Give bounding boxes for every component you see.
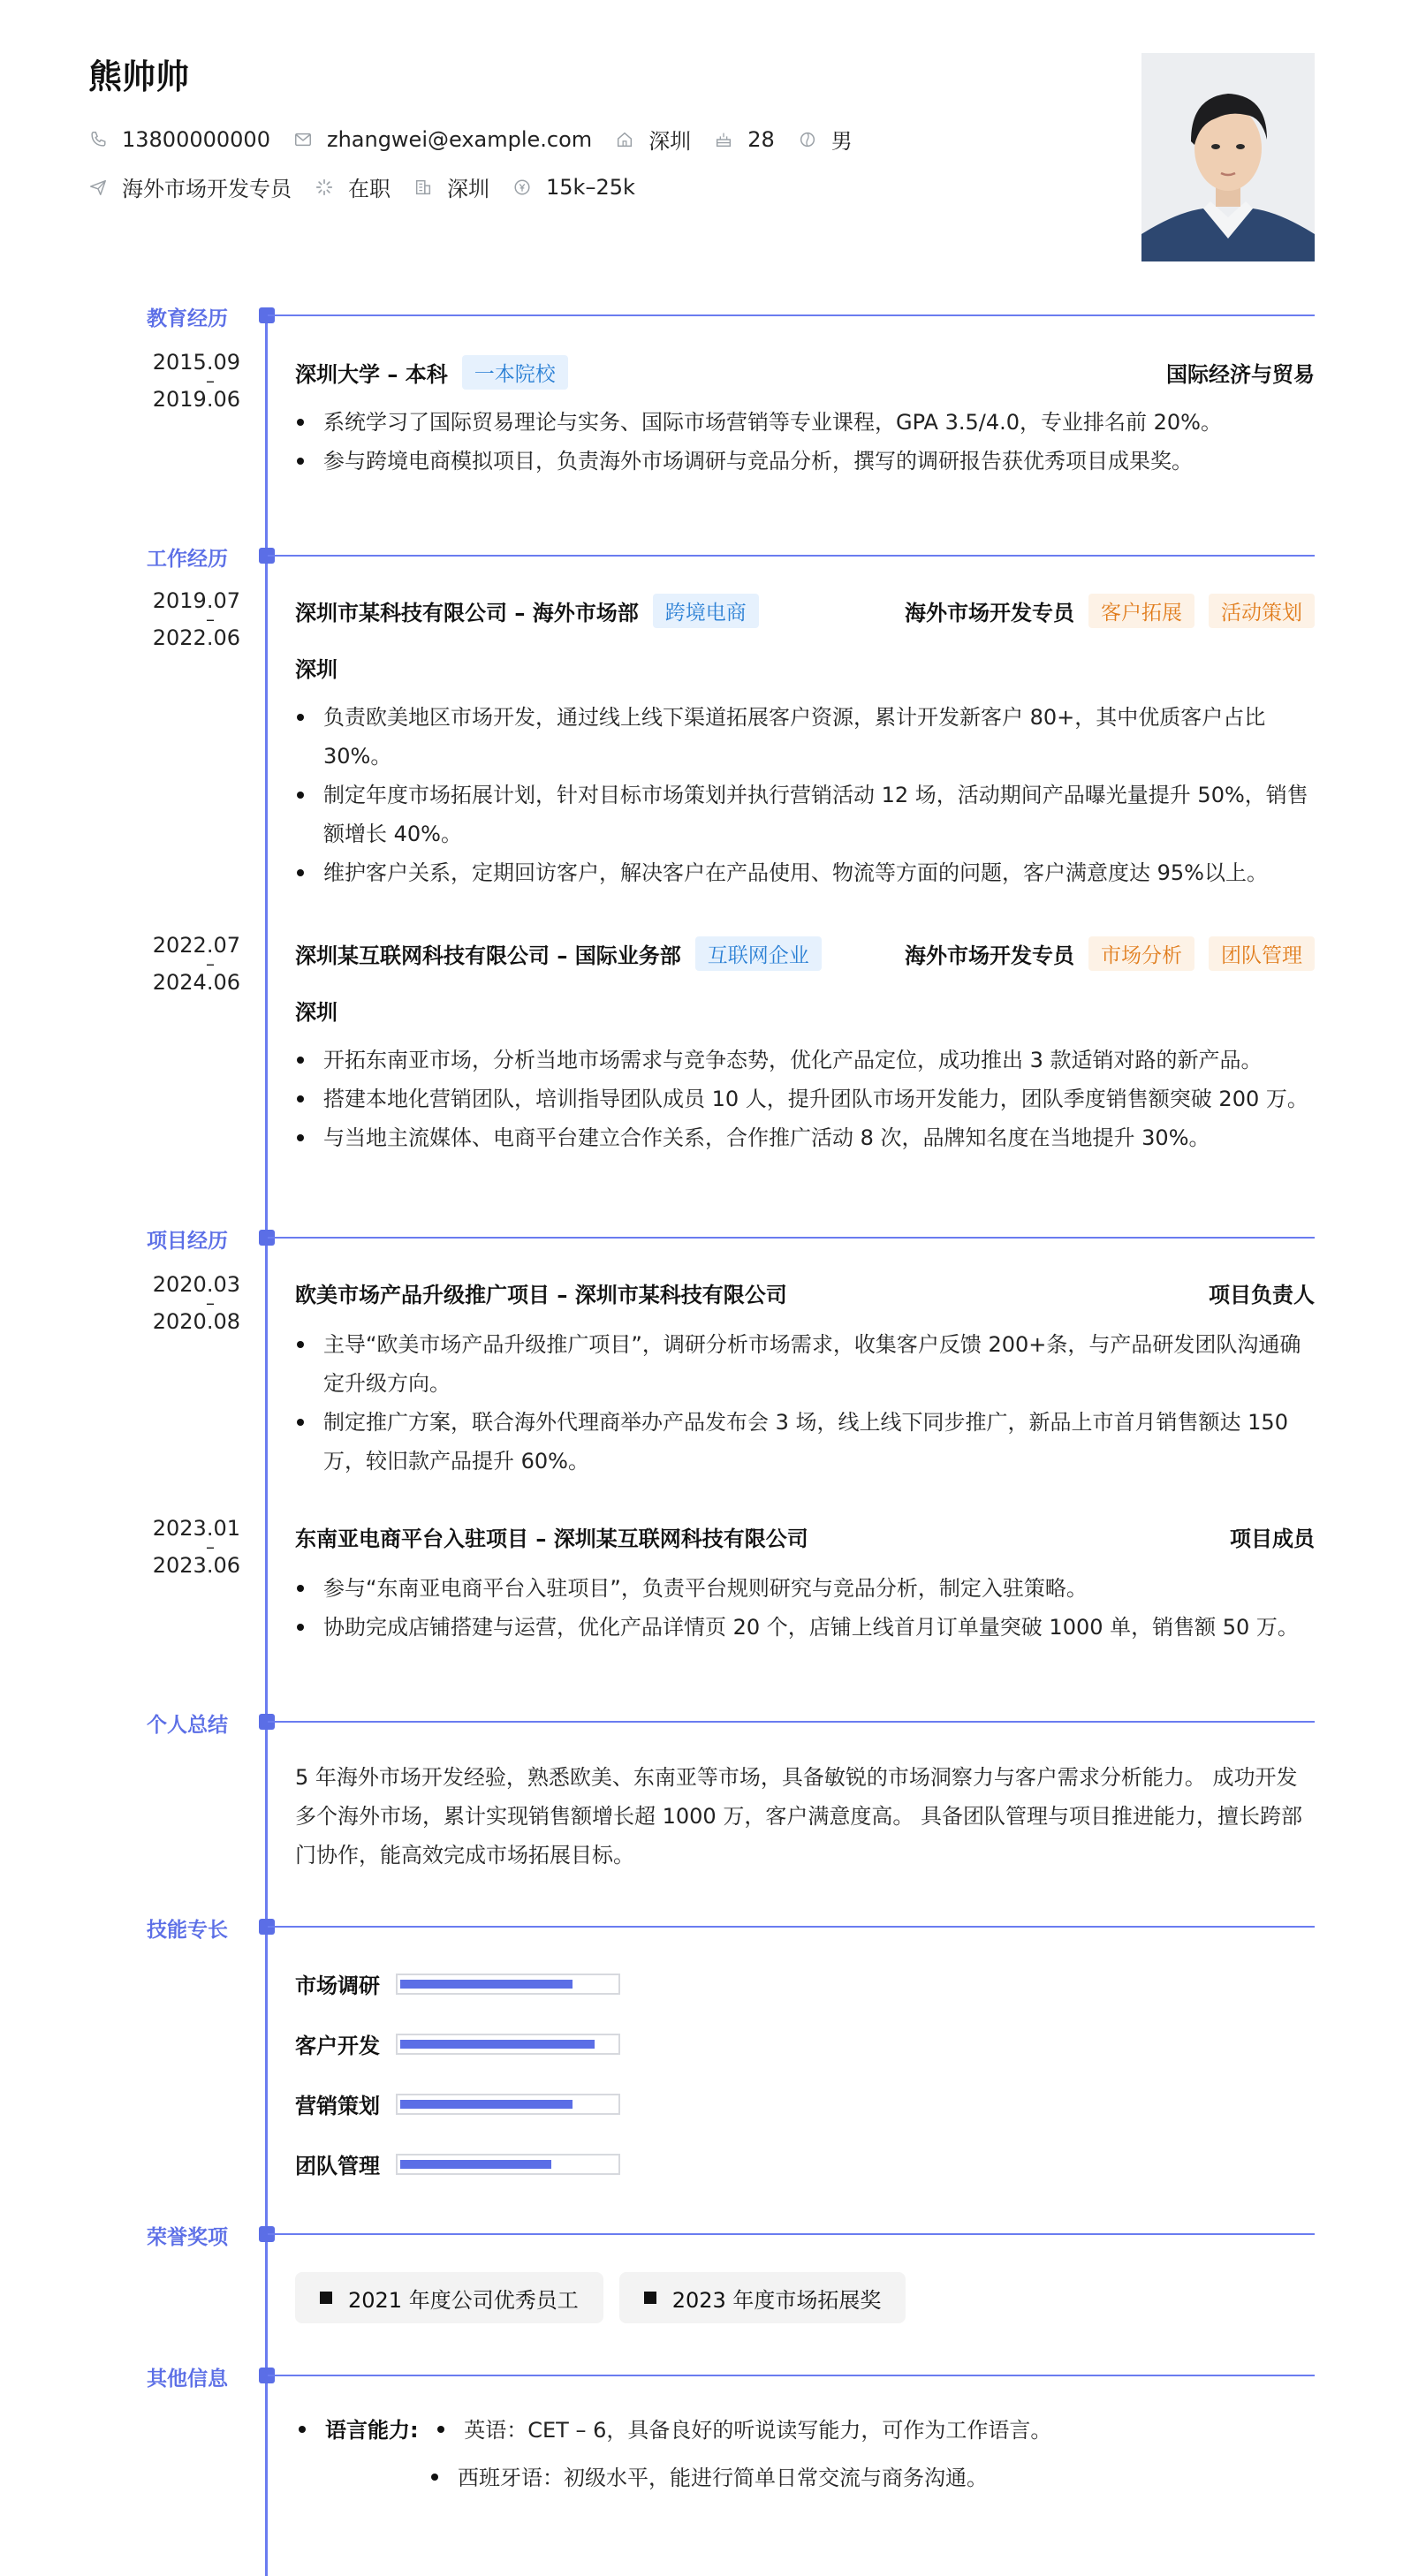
skill-bar <box>396 2154 620 2175</box>
skill-name: 营销策划 <box>295 2094 380 2118</box>
work-2-city: 深圳 <box>295 1000 337 1025</box>
work-1-bullets <box>295 698 1311 892</box>
skill-tag: 团队管理 <box>1209 936 1315 971</box>
job-intent-row <box>88 171 658 202</box>
language-item: 英语：CET – 6，具备良好的听说读写能力，可作为工作语言。 <box>464 2418 1052 2443</box>
target-city-item <box>413 171 489 202</box>
date-start: 2015.09 <box>152 350 240 375</box>
email-text[interactable]: zhangwei@example.com <box>326 126 593 152</box>
date-start: 2022.07 <box>152 933 240 958</box>
skill-tag: 客户拓展 <box>1088 594 1194 628</box>
work-2-header <box>295 936 1315 971</box>
language-row <box>295 2406 1051 2454</box>
list-item: 制定年度市场拓展计划，针对目标市场策划并执行营销活动 12 场，活动期间产品曝光量提升 50%，销售额增长 40%。 <box>295 776 1311 853</box>
skill-fill <box>400 2160 551 2169</box>
target-job-item <box>88 171 292 202</box>
salary-item <box>512 175 635 200</box>
date-end: 2024.06 <box>152 970 240 995</box>
work-2-date <box>141 935 240 993</box>
list-item: 主导“欧美市场产品升级推广项目”，调研分析市场需求，收集客户反馈 200+条，与产品研发团队沟通确定升级方向。 <box>295 1325 1311 1403</box>
work-1-date <box>141 590 240 648</box>
job-role: 海外市场开发专员 <box>905 601 1074 625</box>
location-item <box>615 124 691 155</box>
company-tag: 互联网企业 <box>695 936 822 971</box>
project-role: 项目负责人 <box>1209 1283 1315 1307</box>
skill-tag: 活动策划 <box>1209 594 1315 628</box>
date-end: 2022.06 <box>152 625 240 650</box>
phone-text[interactable]: 13800000000 <box>122 126 270 152</box>
school-tag: 一本院校 <box>462 355 568 390</box>
building-icon <box>413 178 433 197</box>
skill-name: 客户开发 <box>295 2034 380 2058</box>
phone-icon <box>88 130 108 149</box>
profile-photo <box>1141 53 1315 261</box>
date-start: 2020.03 <box>152 1272 240 1297</box>
language-row <box>295 2454 1051 2502</box>
email-icon <box>293 130 313 149</box>
square-bullet-icon <box>320 2292 332 2304</box>
date-dash: – <box>206 370 215 391</box>
honor-chip <box>295 2272 603 2323</box>
target-city-text: 深圳 <box>447 177 489 201</box>
skill-fill <box>400 1980 573 1989</box>
project-2-header <box>295 1521 1315 1552</box>
loading-icon <box>315 178 334 197</box>
education-bullets <box>295 403 1311 481</box>
company-tag: 跨境电商 <box>653 594 759 628</box>
language-item: 西班牙语：初级水平，能进行简单日常交流与商务沟通。 <box>458 2466 988 2490</box>
gender-item <box>798 124 853 155</box>
date-dash: – <box>206 1292 215 1314</box>
job-role: 海外市场开发专员 <box>905 943 1074 968</box>
education-date <box>141 352 240 410</box>
gender-icon <box>798 130 817 149</box>
honor-chip <box>619 2272 906 2323</box>
school-name: 深圳大学 – 本科 <box>295 362 448 387</box>
list-item: 参与跨境电商模拟项目，负责海外市场调研与竞品分析，撰写的调研报告获优秀项目成果奖。 <box>295 442 1311 481</box>
bullet-dot <box>431 2474 438 2481</box>
skill-row <box>295 2088 620 2119</box>
phone-item <box>88 127 270 152</box>
list-item: 制定推广方案，联合海外代理商举办产品发布会 3 场，线上线下同步推广，新品上市首月销售额达 150 万，较旧款产品提升 60%。 <box>295 1403 1311 1481</box>
major-name: 国际经济与贸易 <box>1166 362 1315 387</box>
skill-tag: 市场分析 <box>1088 936 1194 971</box>
bullet-dot <box>437 2426 444 2433</box>
project-1-header <box>295 1277 1315 1308</box>
list-item: 搭建本地化营销团队，培训指导团队成员 10 人，提升团队市场开发能力，团队季度销售额突破 200 万。 <box>295 1080 1311 1118</box>
list-item: 与当地主流媒体、电商平台建立合作关系，合作推广活动 8 次，品牌知名度在当地提升 30%。 <box>295 1118 1311 1157</box>
bullet-dot <box>299 2426 306 2433</box>
work-1-header <box>295 594 1315 628</box>
skill-row <box>295 2148 620 2179</box>
cake-icon <box>714 130 733 149</box>
skill-row <box>295 1968 620 1999</box>
date-end: 2023.06 <box>152 1553 240 1578</box>
section-title-skills: 技能专长 <box>147 1919 228 1942</box>
date-end: 2019.06 <box>152 387 240 412</box>
honor-text: 2021 年度公司优秀员工 <box>348 2287 579 2313</box>
list-item: 协助完成店铺搭建与运营，优化产品详情页 20 个，店铺上线首月订单量突破 1000 单，销售额 50 万。 <box>295 1608 1311 1647</box>
project-1-date <box>141 1274 240 1332</box>
language-label: 语言能力: <box>325 2418 419 2443</box>
skill-bar <box>396 1974 620 1995</box>
section-title-work: 工作经历 <box>147 548 228 571</box>
age-text: 28 <box>747 126 775 152</box>
company-name: 深圳市某科技有限公司 – 海外市场部 <box>295 601 639 625</box>
section-divider <box>268 1237 1315 1239</box>
contact-row <box>88 124 876 155</box>
company-name: 深圳某互联网科技有限公司 – 国际业务部 <box>295 943 681 968</box>
education-header <box>295 355 1315 390</box>
section-divider <box>268 2233 1315 2235</box>
location-text: 深圳 <box>648 129 692 154</box>
honor-text: 2023 年度市场拓展奖 <box>671 2287 882 2313</box>
skill-fill <box>400 2100 573 2109</box>
skill-bar <box>396 2094 620 2115</box>
work-1-city: 深圳 <box>295 657 337 682</box>
project-2-bullets <box>295 1569 1311 1647</box>
summary-text: 5 年海外市场开发经验，熟悉欧美、东南亚等市场，具备敏锐的市场洞察力与客户需求分析能力。 成功开发多个海外市场，累计实现销售额增长超 1000 万，客户满意度高。 具备团队管理与项目推进能力，擅长跨部门协作，能高效完成市场拓展目标。 <box>295 1765 1302 1868</box>
other-info <box>295 2406 1051 2502</box>
date-start: 2023.01 <box>152 1516 240 1541</box>
send-icon <box>88 178 108 197</box>
list-item: 系统学习了国际贸易理论与实务、国际市场营销等专业课程，GPA 3.5/4.0，专业排名前 20%。 <box>295 403 1311 442</box>
section-title-projects: 项目经历 <box>147 1230 228 1253</box>
date-dash: – <box>206 1536 215 1557</box>
email-item <box>293 127 592 152</box>
section-divider <box>268 2375 1315 2376</box>
skill-name: 市场调研 <box>295 1974 380 1998</box>
section-title-other: 其他信息 <box>147 2368 228 2390</box>
skill-fill <box>400 2040 595 2049</box>
section-title-summary: 个人总结 <box>147 1714 228 1737</box>
section-title-honors: 荣誉奖项 <box>147 2226 228 2249</box>
status-text: 在职 <box>348 177 391 201</box>
age-item <box>714 127 775 152</box>
date-start: 2019.07 <box>152 588 240 613</box>
square-bullet-icon <box>644 2292 656 2304</box>
list-item: 负责欧美地区市场开发，通过线上线下渠道拓展客户资源，累计开发新客户 80+，其中优质客户占比 30%。 <box>295 698 1311 776</box>
project-1-bullets <box>295 1325 1311 1481</box>
project-2-date <box>141 1518 240 1576</box>
status-item <box>315 171 391 202</box>
date-dash: – <box>206 609 215 630</box>
project-title: 欧美市场产品升级推广项目 – 深圳市某科技有限公司 <box>295 1283 787 1307</box>
salary-text: 15k–25k <box>546 174 635 200</box>
date-dash: – <box>206 953 215 974</box>
home-icon <box>615 130 634 149</box>
honors-list <box>295 2272 921 2323</box>
list-item: 维护客户关系，定期回访客户，解决客户在产品使用、物流等方面的问题，客户满意度达 95%以上。 <box>295 853 1311 892</box>
list-item: 参与“东南亚电商平台入驻项目”，负责平台规则研究与竞品分析，制定入驻策略。 <box>295 1569 1311 1608</box>
skill-name: 团队管理 <box>295 2154 380 2178</box>
coin-icon <box>512 178 532 197</box>
section-divider <box>268 314 1315 316</box>
list-item: 开拓东南亚市场，分析当地市场需求与竞争态势，优化产品定位，成功推出 3 款适销对路的新产品。 <box>295 1041 1311 1080</box>
section-title-education: 教育经历 <box>147 307 228 330</box>
date-end: 2020.08 <box>152 1309 240 1334</box>
project-title: 东南亚电商平台入驻项目 – 深圳某互联网科技有限公司 <box>295 1527 808 1551</box>
gender-text: 男 <box>830 129 853 154</box>
section-divider <box>268 555 1315 557</box>
candidate-name: 熊帅帅 <box>88 57 190 96</box>
section-divider <box>268 1721 1315 1723</box>
skill-bar <box>396 2034 620 2055</box>
target-job-text: 海外市场开发专员 <box>122 177 292 201</box>
work-2-bullets <box>295 1041 1311 1157</box>
section-divider <box>268 1926 1315 1928</box>
skill-row <box>295 2028 620 2059</box>
project-role: 项目成员 <box>1230 1527 1315 1551</box>
